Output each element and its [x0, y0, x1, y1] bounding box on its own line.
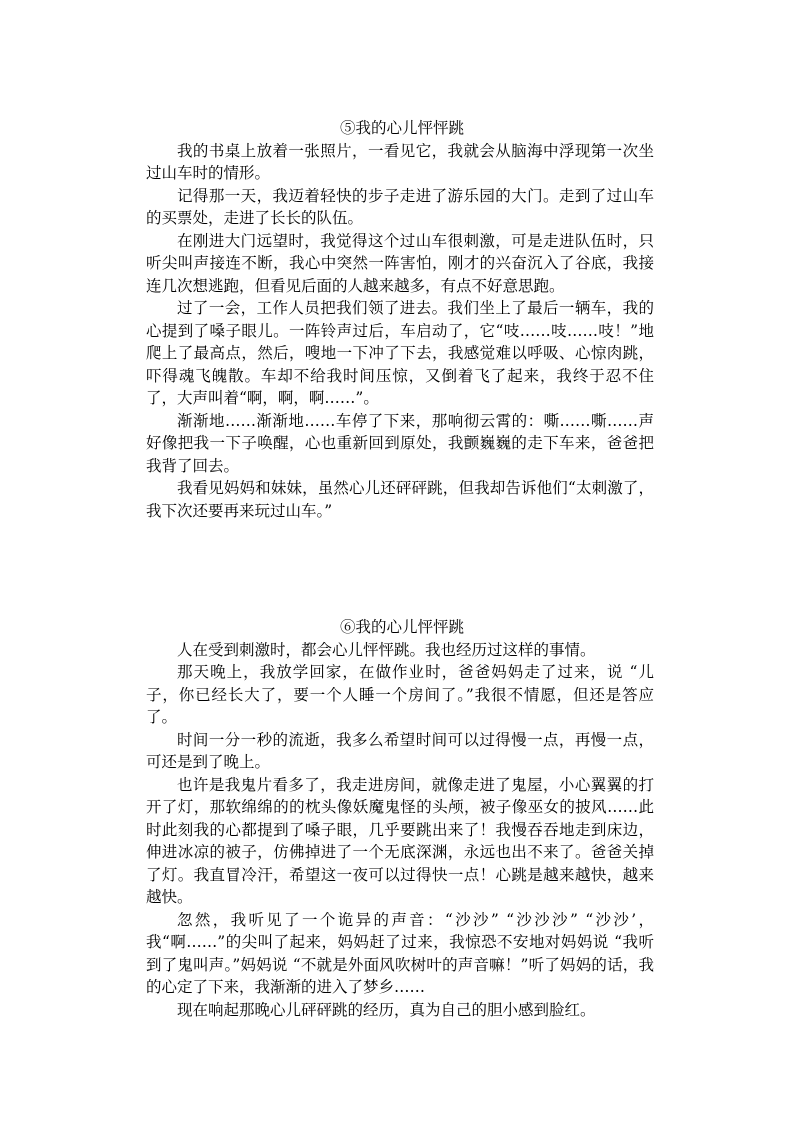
paragraph: 记得那一天，我迈着轻快的步子走进了游乐园的大门。走到了过山车的买票处，走进了长长的队伍。 [146, 186, 654, 227]
paragraph: 在刚进大门远望时，我觉得这个过山车很刺激，可是走进队伍时，只听尖叫声接连不断，我心中突然一阵害怕，刚才的兴奋沉入了谷底，我接连几次想逃跑，但看见后面的人越来越多，有点不好意思跑。 [146, 231, 654, 295]
essay-6 [146, 616, 654, 1021]
paragraph: 那天晚上，我放学回家，在做作业时，爸爸妈妈走了过来，说 “儿子，你已经长大了，要一个人睡一个房间了。”我很不情愿，但还是答应了。 [146, 663, 654, 726]
paragraph: 也许是我鬼片看多了，我走进房间，就像走进了鬼屋，小心翼翼的打开了灯，那软绵绵的的枕头像妖魔鬼怪的头颅，被子像巫女的披风……此时此刻我的心都提到了嗓子眼，几乎要跳出来了！我慢吞吞地走到床边，伸进冰凉的被子，仿佛掉进了一个无底深渊，永远也出不来了。爸爸关掉了灯。我直冒冷汗，希望这一夜可以过得快一点！心跳是越来越快，越来越快。 [146, 775, 654, 906]
paragraph: 过了一会，工作人员把我们领了进去。我们坐上了最后一辆车，我的心提到了嗓子眼儿。一阵铃声过后，车启动了，它“吱……吱……吱！”地爬上了最高点，然后，嗖地一下冲了下去，我感觉难以呼吸、心惊肉跳，吓得魂飞魄散。车却不给我时间压惊，又倒着飞了起来，我终于忍不住了，大声叫着“啊，啊，啊……”。 [146, 299, 654, 407]
paragraph: 我的书桌上放着一张照片，一看见它，我就会从脑海中浮现第一次坐过山车时的情形。 [146, 141, 654, 182]
essay-5 [146, 117, 654, 522]
paragraph: 现在响起那晚心儿砰砰跳的经历，真为自己的胆小感到脸红。 [177, 1000, 596, 1019]
paragraph: 忽然，我听见了一个诡异的声音：“沙沙” “沙沙沙” “沙沙’，我“啊……”的尖叫了起来，妈妈赶了过来，我惊恐不安地对妈妈说 “我听到了鬼叫声。”妈妈说 “不就是外面风吹树叶的声音嘛！”听了妈妈的话，我的心定了下来，我渐渐的进入了梦乡…… [146, 910, 654, 996]
paragraph: 渐渐地……渐渐地……车停了下来，那响彻云霄的：嘶……嘶……声好像把我一下子唤醒，心也重新回到原处，我颤巍巍的走下车来，爸爸把我背了回去。 [146, 411, 654, 475]
essay-title: ⑤我的心儿怦怦跳 [339, 119, 464, 137]
paragraph: 我看见妈妈和妹妹，虽然心儿还砰砰跳，但我却告诉他们“太刺激了，我下次还要再来玩过山车。” [146, 479, 654, 520]
paragraph: 人在受到刺激时，都会心儿怦怦跳。我也经历过这样的事情。 [177, 640, 596, 659]
paragraph: 时间一分一秒的流逝，我多么希望时间可以过得慢一点，再慢一点，可还是到了晚上。 [146, 730, 654, 771]
essay-title: ⑥我的心儿怦怦跳 [339, 618, 464, 636]
